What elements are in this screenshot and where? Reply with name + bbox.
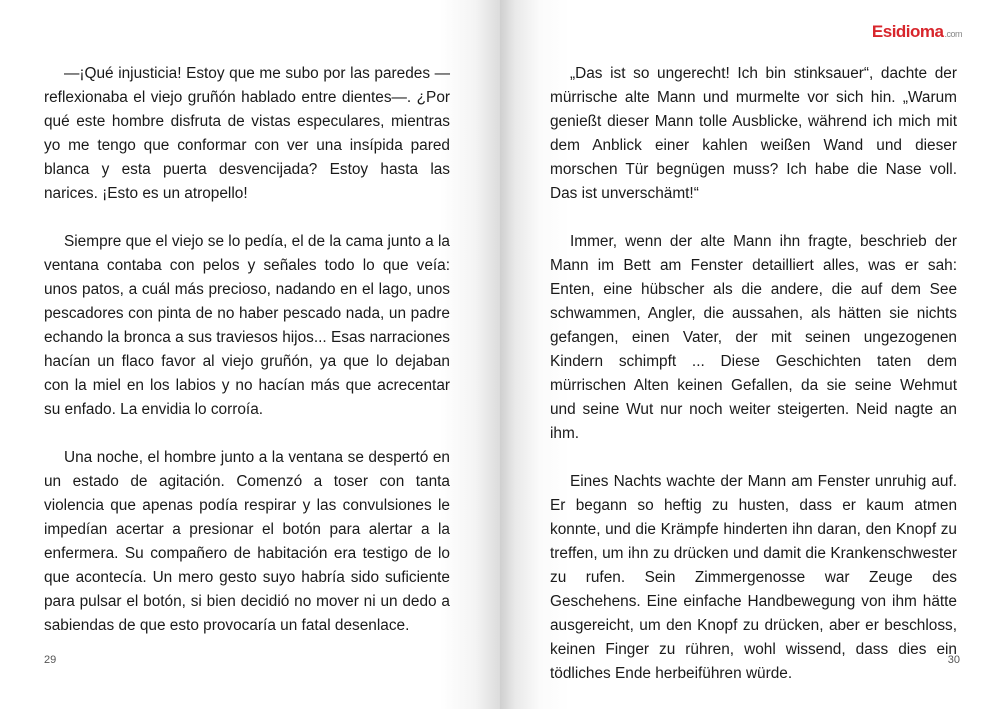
right-page-number: 30: [947, 654, 960, 666]
logo-part-es: Es: [871, 22, 892, 41]
right-paragraph-3: Eines Nachts wachte der Mann am Fenster unruhig auf. Er begann so heftig zu husten, dass er kaum atmen konnte, und die Krämpfe hinderten ihn daran, den Knopf zu treffen, um ihn zu drücken und damit die Krankenschwester zu rufen. Sein Zimmergenosse war Zeuge des Geschehens. Eine einfache Handbewegung von ihm hätte ausgereicht, um den Knopf zu drücken, aber er beschloss, keinen Finger zu rühren, wohl wissend, dass dies ein tödliches Ende herbeiführen würde.: [550, 473, 957, 682]
right-paragraph-1: „Das ist so ungerecht! Ich bin stinksauer“, dachte der mürrische alte Mann und murmelte vor sich hin. „Warum genießt dieser Mann tolle Ausblicke, während ich mich mit dem Anblick einer kahlen weißen Wand und dieser morschen Tür begnügen muss? Ich habe die Nase voll. Das ist unverschämt!“: [550, 65, 957, 202]
esidioma-logo: [872, 22, 962, 42]
left-page: [0, 0, 500, 709]
logo-part-domain: .com: [944, 29, 962, 39]
left-text-block: [44, 62, 450, 662]
left-paragraph-3: Una noche, el hombre junto a la ventana se despertó en un estado de agitación. Comenzó a toser con tanta violencia que apenas podía respirar y las convulsiones le impedían acertar a presionar el botón para alertar a la enfermera. Su compañero de habitación era testigo de lo que acontecía. Un mero gesto suyo habría sido suficiente para pulsar el botón, si bien decidió no mover ni un dedo a sabiendas de que esto provocaría un fatal desenlace.: [44, 449, 450, 634]
left-paragraph-2: Siempre que el viejo se lo pedía, el de la cama junto a la ventana contaba con pelos y señales todo lo que veía: unos patos, a cuál más precioso, nadando en el lago, unos pescadores con pinta de no haber pescado nada, un padre echando la bronca a sus traviesos hijos... Esas narraciones hacían un flaco favor al viejo gruñón, ya que lo dejaban con la miel en los labios y no hacían más que acrecentar su enfado. La envidia lo corroía.: [44, 233, 450, 418]
right-text-block: [550, 62, 957, 710]
left-paragraph-1: —¡Qué injusticia! Estoy que me subo por las paredes —reflexionaba el viejo gruñón hablado entre dientes—. ¿Por qué este hombre disfruta de vistas especulares, mientras yo me tengo que conformar con ver una insípida pared blanca y esta puerta desvencijada? Estoy hasta las narices. ¡Esto es un atropello!: [44, 65, 450, 202]
left-page-number: 29: [44, 654, 57, 666]
right-paragraph-2: Immer, wenn der alte Mann ihn fragte, beschrieb der Mann im Bett am Fenster detailliert alles, was er sah: Enten, eine hübscher als die andere, die auf dem See schwammen, Angler, die aussahen, als hätten sie nichts gefangen, einen Vater, der mit seinen ungezogenen Kindern schimpft ... Diese Geschichten taten dem mürrischen Alten keinen Gefallen, da sie seine Wehmut und seine Wut nur noch weiter steigerten. Neid nagte an ihm.: [550, 233, 957, 442]
logo-part-idioma: idioma: [891, 22, 944, 41]
right-page: [500, 0, 1000, 709]
